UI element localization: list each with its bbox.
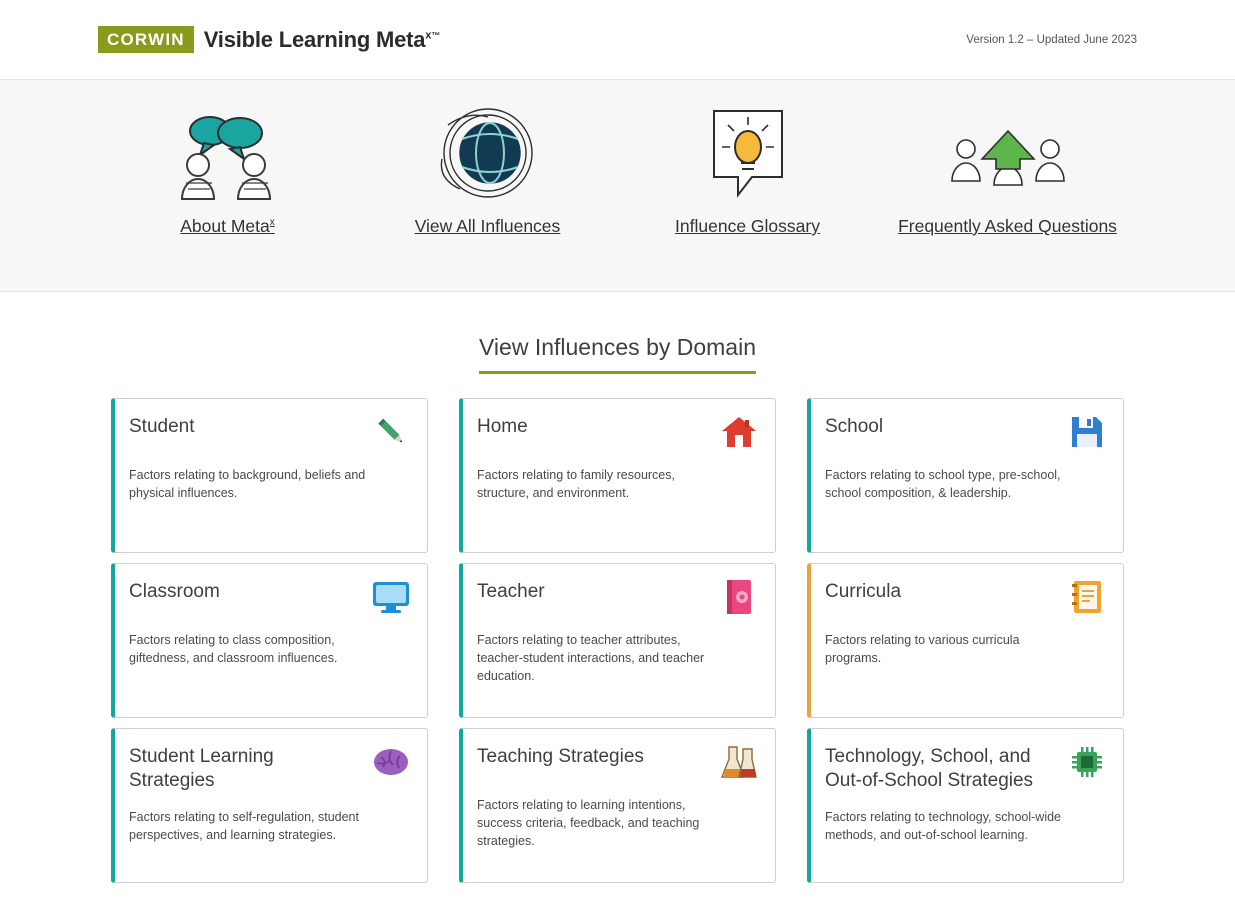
card-header (477, 580, 758, 616)
card-description: Factors relating to background, beliefs and physical influences. (129, 468, 366, 501)
brain-icon (372, 743, 410, 781)
house-icon (720, 413, 758, 451)
card-header (129, 580, 410, 616)
card-title: Technology, School, and Out-of-School Strategies (825, 746, 1034, 791)
card-description: Factors relating to teacher attributes, teacher-student interactions, and teacher education. (477, 633, 705, 684)
corwin-logo-badge: CORWIN (98, 26, 194, 53)
card-header (477, 745, 758, 781)
card-title: Home (477, 416, 528, 437)
trademark-symbol: ™ (431, 30, 441, 41)
card-description: Factors relating to family resources, structure, and environment. (477, 468, 675, 501)
site-title-text: Visible Learning Meta (203, 26, 426, 52)
domain-card-teaching-strategies[interactable] (459, 728, 776, 883)
card-header (129, 415, 410, 451)
domain-card-home[interactable] (459, 398, 776, 553)
card-description: Factors relating to learning intentions, success criteria, feedback, and teaching strategies. (477, 798, 700, 849)
domain-card-grid (0, 386, 1235, 883)
flask-icon (720, 743, 758, 781)
globe-scribble-icon (358, 94, 618, 212)
nav-item-view-all-influences[interactable] (358, 80, 618, 237)
speech-bubbles-icon (98, 94, 358, 212)
domain-card-teacher[interactable] (459, 563, 776, 718)
top-nav-strip (0, 80, 1235, 292)
domain-card-school[interactable] (807, 398, 1124, 553)
lightbulb-speech-icon (618, 94, 878, 212)
version-label: Version 1.2 – Updated June 2023 (966, 33, 1137, 46)
domain-card-classroom[interactable] (111, 563, 428, 718)
book-icon (720, 578, 758, 616)
nav-label-influence-glossary: Influence Glossary (675, 216, 820, 236)
people-arrow-icon (878, 94, 1138, 212)
pencil-icon (372, 413, 410, 451)
card-description: Factors relating to class composition, giftedness, and classroom influences. (129, 633, 338, 666)
monitor-icon (372, 578, 410, 616)
microchip-icon (1068, 743, 1106, 781)
section-title-wrapper (0, 292, 1235, 386)
nav-label-faq: Frequently Asked Questions (898, 216, 1117, 236)
card-title: Curricula (825, 581, 902, 602)
domain-card-student-learning-strategies[interactable] (111, 728, 428, 883)
card-header (129, 745, 410, 793)
card-title: Teaching Strategies (477, 746, 644, 767)
card-description: Factors relating to school type, pre-school, school composition, & leadership. (825, 468, 1061, 501)
card-header (825, 580, 1106, 616)
card-title: Student (129, 416, 195, 437)
card-description: Factors relating to technology, school-wide methods, and out-of-school learning. (825, 809, 1061, 842)
corwin-logo[interactable] (98, 26, 440, 53)
nav-label-view-all-influences: View All Influences (414, 216, 561, 236)
card-header (477, 415, 758, 451)
site-title-superscript: x (425, 29, 432, 42)
domain-card-curricula[interactable] (807, 563, 1124, 718)
card-title: School (825, 416, 884, 437)
page-title: View Influences by Domain (479, 334, 756, 374)
card-title: Teacher (477, 581, 545, 602)
notebook-icon (1068, 578, 1106, 616)
site-header (0, 0, 1235, 80)
nav-item-about-meta[interactable] (98, 80, 358, 237)
domain-card-technology-school-out-of-school-strategies[interactable] (807, 728, 1124, 883)
site-title (204, 27, 440, 53)
card-title: Student Learning Strategies (129, 746, 274, 791)
card-header (825, 415, 1106, 451)
card-description: Factors relating to self-regulation, student perspectives, and learning strategies. (129, 809, 359, 842)
nav-item-faq[interactable] (878, 80, 1138, 237)
card-title: Classroom (129, 581, 220, 602)
nav-item-influence-glossary[interactable] (618, 80, 878, 237)
domain-card-student[interactable] (111, 398, 428, 553)
card-description: Factors relating to various curricula programs. (825, 633, 1020, 666)
floppy-disk-icon (1068, 413, 1106, 451)
card-header (825, 745, 1106, 793)
nav-label-about-meta: About Meta$^x$ (180, 216, 275, 236)
